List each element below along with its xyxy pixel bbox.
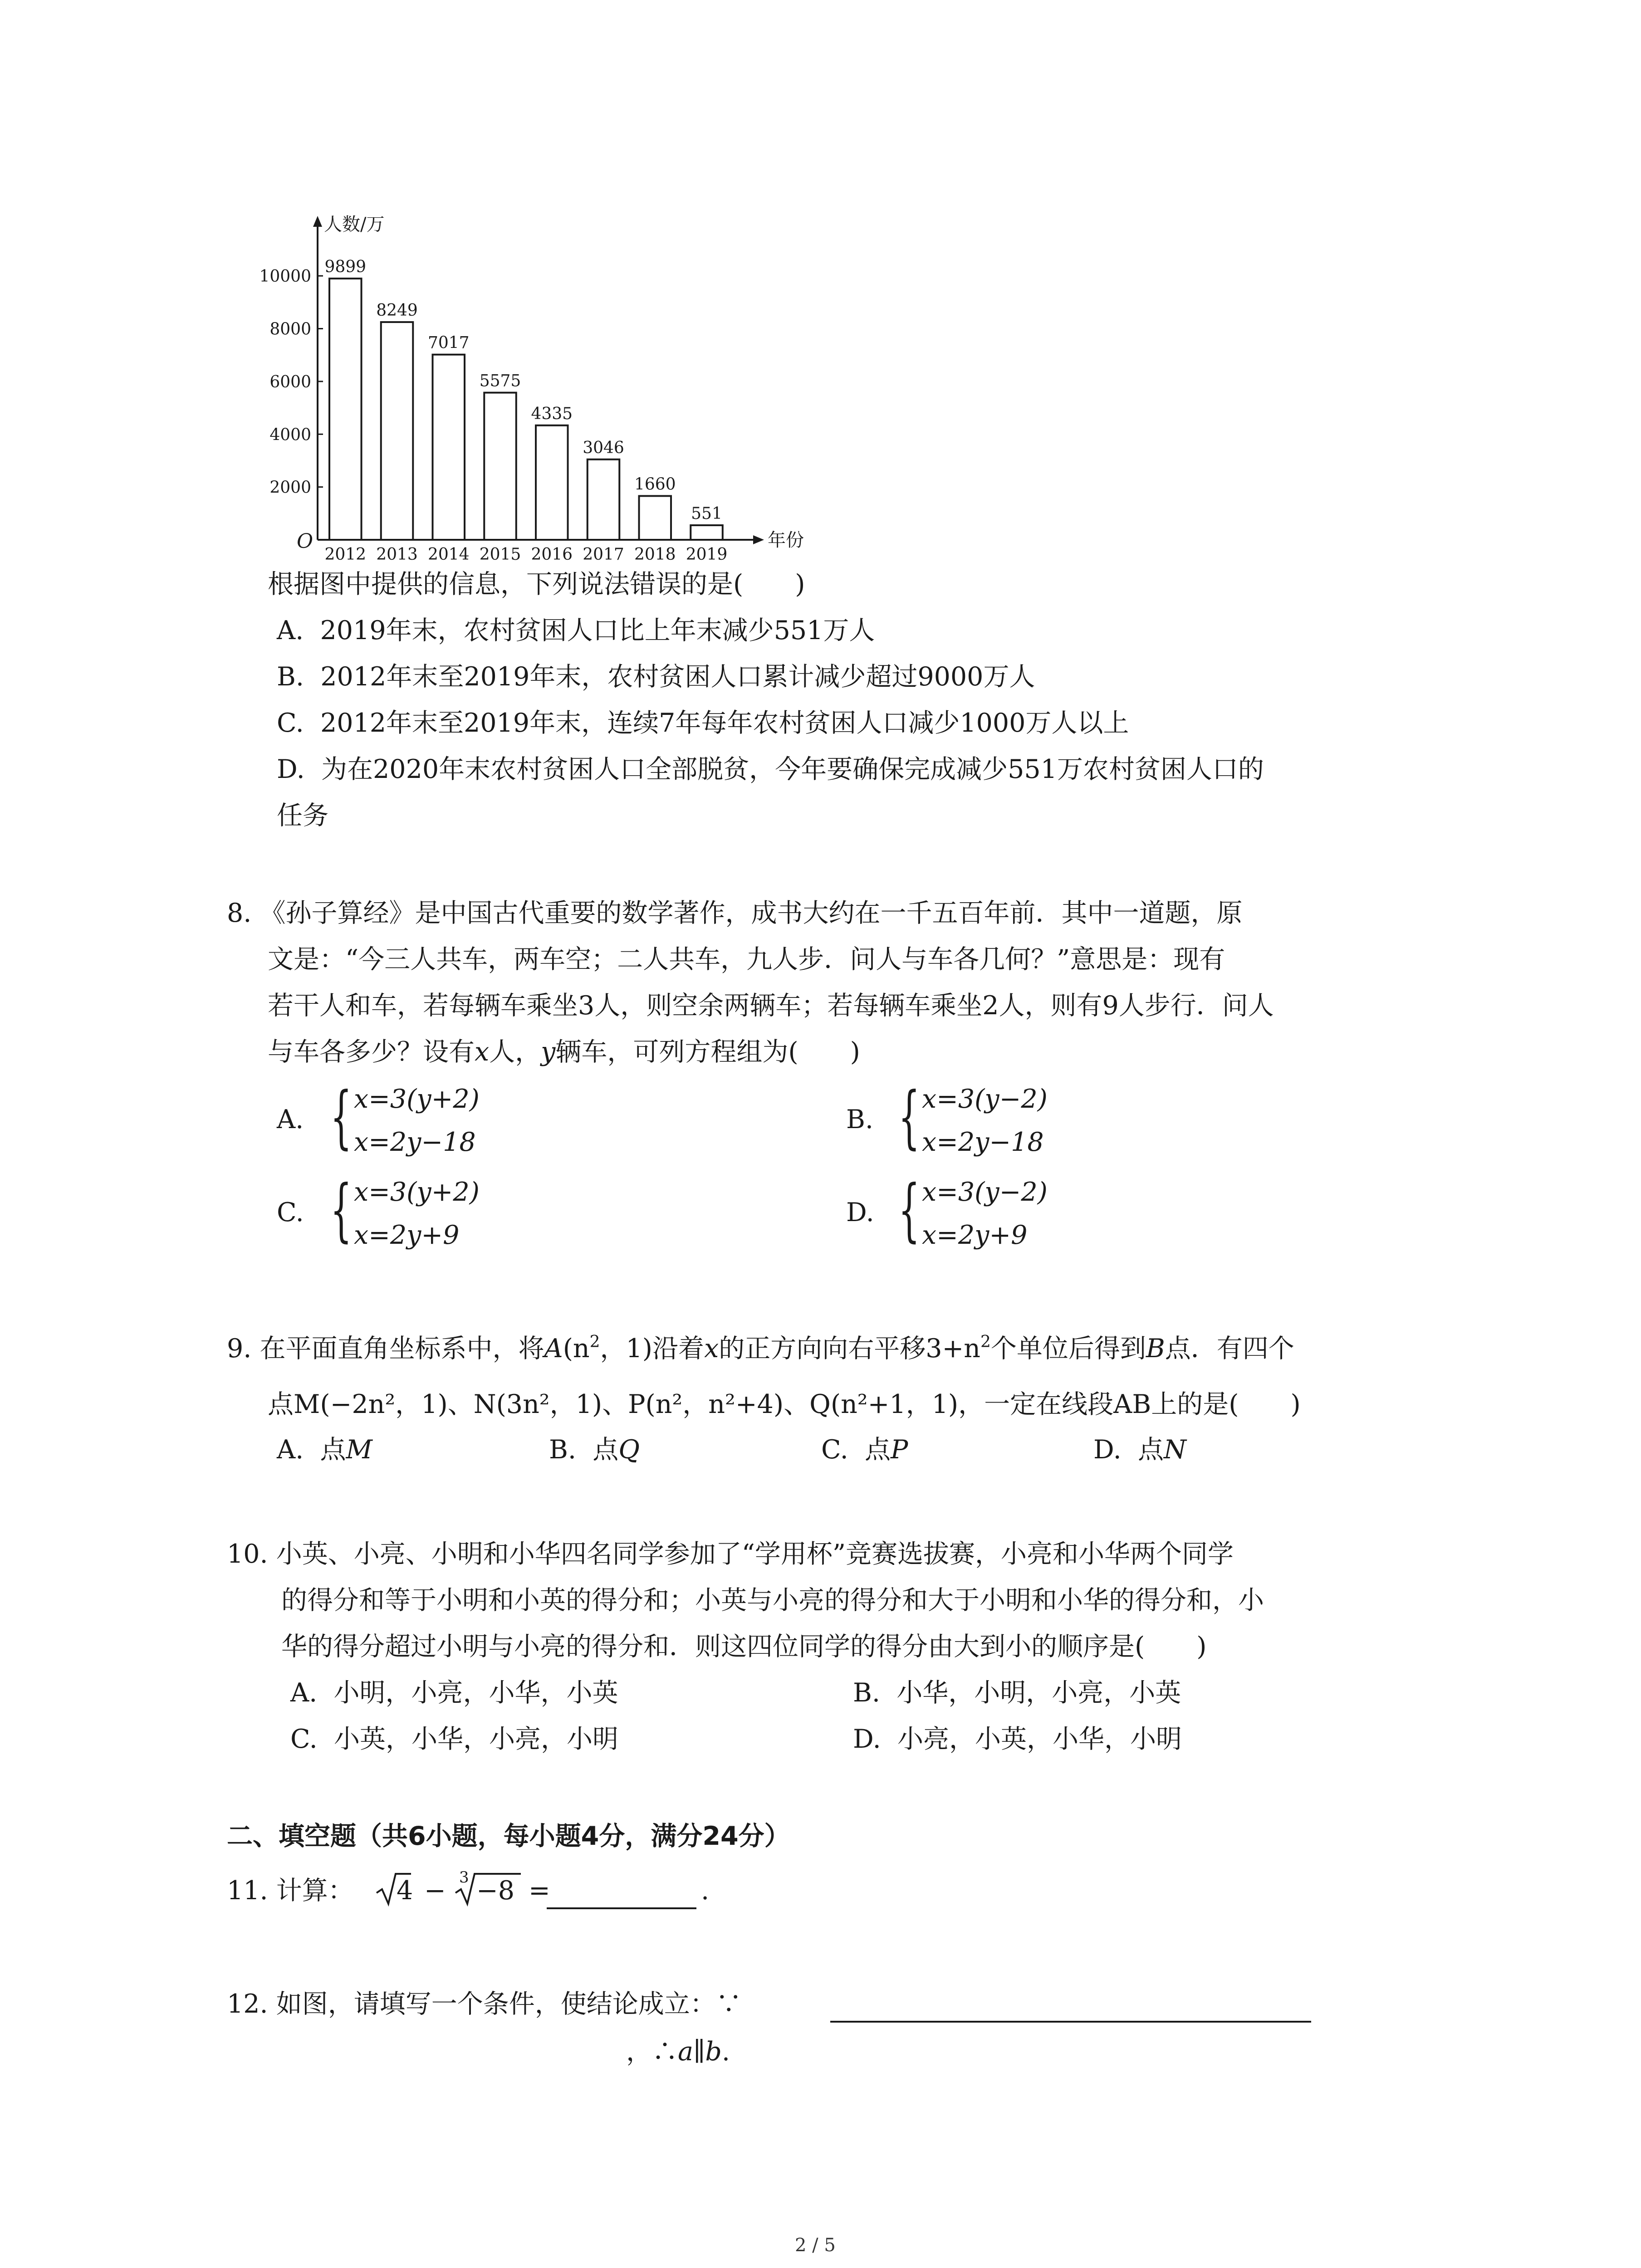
q10-line-3: 华的得分超过小明与小亮的得分和．则这四位同学的得分由大到小的顺序是( ): [281, 1632, 1207, 1662]
q8-line-1: 8. 《孙子算经》是中国古代重要的数学著作，成书大约在一千五百年前．其中一道题，原: [227, 898, 1243, 928]
q8-option-b-eq1: x=3(y−2): [922, 1084, 1048, 1114]
q11-answer-blank[interactable]: [547, 1907, 696, 1909]
q7-option-d-cont: 任务: [277, 801, 328, 831]
x-tick-label: 2014: [427, 545, 470, 564]
x-tick-label: 2013: [376, 545, 418, 564]
q11-period: .: [701, 1876, 710, 1906]
poverty-bar-chart: [254, 200, 808, 572]
q8-option-d-eq1: x=3(y−2): [922, 1177, 1048, 1207]
q12-answer-blank[interactable]: [830, 2021, 1311, 2023]
page-number: 2 / 5: [795, 2235, 836, 2256]
q8-line-4: 与车各多少？设有x人，y辆车，可列方程组为( ): [268, 1037, 860, 1067]
y-axis-label: 人数/万: [324, 214, 385, 235]
y-tick-label: 8000: [269, 320, 311, 339]
q9-option-d[interactable]: D. 点N: [1093, 1435, 1186, 1465]
bar: [588, 459, 620, 540]
bar: [691, 525, 723, 540]
q8-option-a-brace: {: [330, 1078, 352, 1157]
q8-line-3: 若干人和车，若每辆车乘坐3人，则空余两辆车；若每辆车乘坐2人，则有9人步行．问人: [268, 991, 1274, 1021]
bar: [484, 393, 516, 540]
x-tick-label: 2015: [479, 545, 521, 564]
q7-option-c[interactable]: C. 2012年末至2019年末，连续7年每年农村贫困人口减少1000万人以上: [277, 708, 1129, 738]
q8-option-b-eq2: x=2y−18: [922, 1127, 1044, 1157]
y-axis-arrow-icon: [313, 216, 322, 227]
q9-option-c[interactable]: C. 点P: [821, 1435, 908, 1465]
q8-option-d-label[interactable]: D.: [846, 1198, 874, 1227]
bar: [536, 425, 568, 540]
q8-line-2: 文是：“今三人共车，两车空；二人共车，九人步．问人与车各几何？”意思是：现有: [268, 944, 1225, 974]
x-tick-label: 2018: [634, 545, 676, 564]
bar-value-label: 7017: [427, 333, 470, 352]
bar-value-label: 4335: [531, 404, 573, 423]
chart-bars: [324, 258, 727, 564]
q10-option-c[interactable]: C. 小英，小华，小亮，小明: [290, 1724, 618, 1754]
origin-label: O: [297, 530, 314, 553]
q8-option-c-brace: {: [330, 1171, 352, 1250]
q11-minus: −: [424, 1876, 446, 1906]
bar: [329, 279, 362, 540]
bar-value-label: 5575: [479, 371, 521, 391]
x-tick-label: 2019: [686, 545, 728, 564]
q10-line-2: 的得分和等于小明和小英的得分和；小英与小亮的得分和大于小明和小华的得分和，小: [281, 1585, 1264, 1615]
q8-option-a-eq2: x=2y−18: [354, 1127, 476, 1157]
q7-option-d[interactable]: D. 为在2020年末农村贫困人口全部脱贫，今年要确保完成减少551万农村贫困人口的: [277, 754, 1264, 784]
y-tick-label: 2000: [269, 478, 311, 497]
q8-option-c-label[interactable]: C.: [277, 1198, 304, 1227]
q10-line-1: 10. 小英、小亮、小明和小华四名同学参加了“学用杯”竞赛选拔赛，小亮和小华两个同学: [227, 1539, 1234, 1569]
y-tick-label: 4000: [269, 425, 311, 445]
x-tick-label: 2012: [324, 545, 367, 564]
bar-value-label: 551: [691, 504, 722, 523]
q11-radicand-1: 4: [397, 1876, 413, 1906]
q8-option-b-label[interactable]: B.: [846, 1105, 874, 1134]
q8-option-c-eq2: x=2y+9: [354, 1220, 460, 1250]
bar: [639, 496, 671, 540]
q12-line-2: ，∴a∥b.: [626, 2037, 730, 2067]
q8-option-a-label[interactable]: A.: [277, 1105, 304, 1134]
bar-value-label: 9899: [324, 258, 367, 277]
q8-option-d-eq2: x=2y+9: [922, 1220, 1028, 1250]
q9-line-2: 点M(−2n²，1)、N(3n²，1)、P(n²，n²+4)、Q(n²+1，1)，一定在线段AB上的是( ): [268, 1389, 1301, 1419]
q11-radicand-2: −8: [476, 1876, 515, 1906]
q10-option-a[interactable]: A. 小明，小亮，小华，小英: [290, 1678, 618, 1708]
q12-line-1: 12. 如图，请填写一个条件，使结论成立：∵: [227, 1989, 742, 2019]
bar-value-label: 8249: [376, 301, 418, 320]
q11-equals: =: [529, 1876, 550, 1906]
q8-option-b-brace: {: [898, 1078, 920, 1157]
q8-option-d-brace: {: [898, 1171, 920, 1250]
bar: [433, 355, 465, 540]
q9-option-b[interactable]: B. 点Q: [549, 1435, 640, 1465]
bar-value-label: 1660: [634, 475, 676, 494]
q8-option-c-eq1: x=3(y+2): [354, 1177, 480, 1207]
bar-value-label: 3046: [583, 438, 624, 457]
q8-option-a-eq1: x=3(y+2): [354, 1084, 480, 1114]
bar: [381, 322, 413, 540]
section-2-heading: 二、填空题（共6小题，每小题4分，满分24分）: [227, 1821, 790, 1851]
x-axis-arrow-icon: [753, 535, 764, 544]
x-tick-label: 2017: [583, 545, 624, 564]
q7-option-b[interactable]: B. 2012年末至2019年末，农村贫困人口累计减少超过9000万人: [277, 662, 1035, 692]
y-tick-label: 6000: [269, 372, 311, 391]
q10-option-b[interactable]: B. 小华，小明，小亮，小英: [853, 1678, 1181, 1708]
q11-cube-index: 3: [459, 1868, 469, 1887]
x-tick-label: 2016: [531, 545, 573, 564]
q11-line: 11. 计算：: [227, 1876, 354, 1906]
y-tick-label: 10000: [259, 267, 311, 286]
q7-option-a[interactable]: A. 2019年末，农村贫困人口比上年末减少551万人: [277, 616, 875, 645]
x-axis-label: 年份: [768, 530, 804, 551]
q9-line-1: 9. 在平面直角坐标系中，将$A(n^2$，1)沿着x的正方向向右平移$3+n^2$个单位后得到B点．有四个: [227, 1333, 1294, 1364]
q7-stem: 根据图中提供的信息，下列说法错误的是( ): [268, 569, 805, 599]
q10-option-d[interactable]: D. 小亮，小英，小华，小明: [853, 1724, 1182, 1754]
q9-option-a[interactable]: A. 点M: [277, 1435, 372, 1465]
